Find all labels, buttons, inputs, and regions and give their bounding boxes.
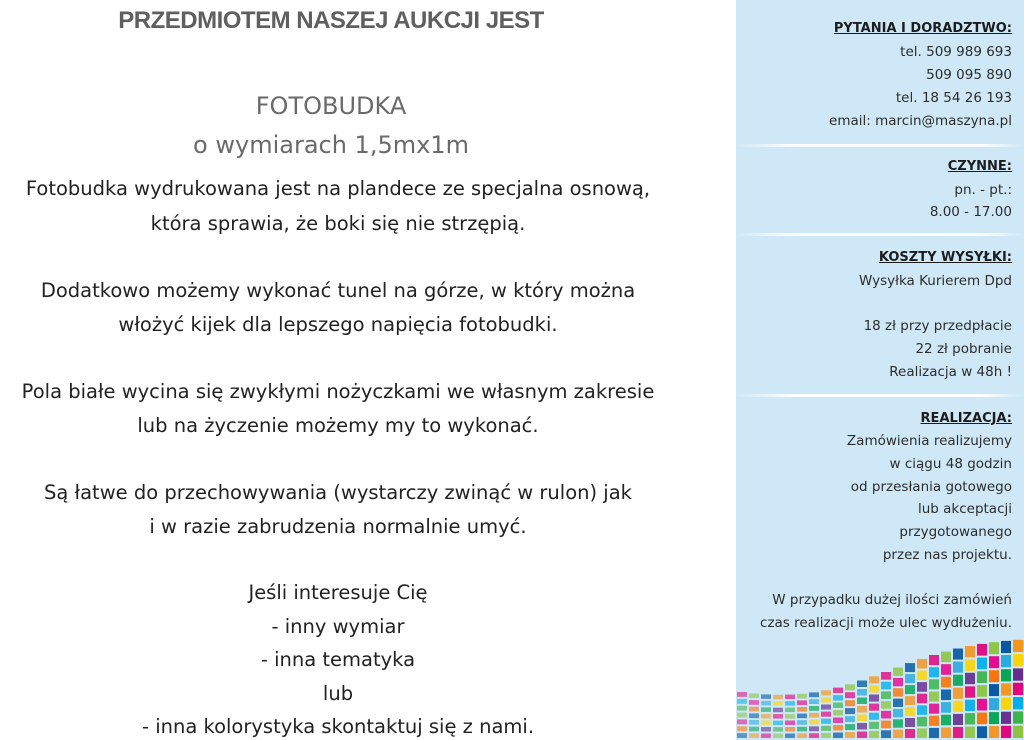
color-swatch [785, 714, 795, 719]
color-swatch [821, 712, 831, 717]
color-swatch [809, 726, 819, 731]
color-swatch [773, 734, 783, 739]
realization-line: lub akceptacji [917, 501, 1012, 517]
color-swatch [869, 704, 879, 711]
color-swatch [893, 719, 903, 727]
color-swatch [989, 726, 999, 738]
color-swatch [881, 730, 891, 738]
color-swatch [773, 714, 783, 719]
color-swatch [893, 688, 903, 696]
contact-heading: PYTANIA I DORADZTWO: [833, 21, 1012, 36]
color-swatch [737, 726, 747, 731]
color-swatch [881, 721, 891, 729]
color-swatch [917, 682, 927, 692]
color-swatch [809, 706, 819, 711]
color-swatch [893, 678, 903, 686]
color-swatch [833, 703, 843, 709]
color-swatch [869, 676, 879, 683]
color-swatch [737, 713, 747, 718]
color-swatch [749, 693, 759, 698]
description-line: Pola białe wycina się zwykłymi nożyczkami we własnym zakresie [21, 380, 655, 403]
color-swatch [749, 720, 759, 725]
color-swatch [989, 698, 999, 710]
color-swatch [737, 719, 747, 724]
color-swatch [905, 718, 915, 727]
color-swatch [761, 734, 771, 739]
color-swatch [893, 730, 903, 738]
color-swatch [749, 733, 759, 738]
realization-line: w ciągu 48 godzin [889, 456, 1012, 472]
color-swatch [869, 713, 879, 720]
color-swatch-mosaic [736, 630, 1024, 740]
color-swatch [845, 700, 855, 706]
color-swatch [881, 672, 891, 680]
color-swatch [773, 701, 783, 706]
color-swatch [845, 684, 855, 690]
color-swatch [809, 699, 819, 704]
color-swatch [761, 714, 771, 719]
color-swatch [833, 733, 843, 739]
color-swatch [881, 711, 891, 719]
color-swatch [749, 713, 759, 718]
color-swatch [953, 662, 963, 673]
color-swatch [929, 655, 939, 665]
hours-heading: CZYNNE: [947, 159, 1012, 174]
color-swatch [941, 652, 951, 663]
color-swatch [917, 728, 927, 738]
color-swatch [917, 694, 927, 704]
color-swatch [857, 723, 867, 730]
color-swatch [761, 701, 771, 706]
color-swatch [905, 696, 915, 705]
color-swatch [989, 656, 999, 668]
realization-line: Zamówienia realizujemy [846, 433, 1012, 449]
realization-line: przygotowanego [899, 524, 1012, 540]
color-swatch [833, 710, 843, 716]
color-swatch [1001, 712, 1011, 724]
color-swatch [845, 724, 855, 730]
description-line: włożyć kijek dla lepszego napięcia fotobudki. [118, 313, 558, 336]
section-divider [736, 394, 1024, 397]
color-swatch [1013, 711, 1023, 723]
color-swatch [917, 705, 927, 715]
color-swatch [989, 642, 999, 654]
color-swatch [869, 722, 879, 729]
shipping-lead-time: Realizacja w 48h ! [889, 364, 1012, 380]
color-swatch [1001, 726, 1011, 738]
color-swatch [869, 695, 879, 702]
description-line: lub [322, 682, 354, 705]
color-swatch [905, 663, 915, 672]
shipping-heading: KOSZTY WYSYŁKI: [878, 250, 1012, 265]
color-swatch [881, 691, 891, 699]
section-divider [736, 144, 1024, 147]
realization-line: przez nas projektu. [882, 547, 1012, 563]
color-swatch [1013, 697, 1023, 709]
color-swatch [953, 727, 963, 738]
color-swatch [989, 684, 999, 696]
color-swatch [857, 732, 867, 739]
color-swatch [893, 668, 903, 676]
color-swatch [1001, 698, 1011, 710]
color-swatch [857, 681, 867, 688]
info-sidebar [736, 0, 1024, 740]
color-swatch [929, 692, 939, 702]
color-swatch [857, 715, 867, 722]
description-line: - inna kolorystyka skontaktuj się z nami. [141, 715, 535, 738]
description-line: która sprawia, że boki się nie strzępią. [150, 212, 526, 235]
color-swatch [965, 713, 975, 724]
color-swatch [761, 707, 771, 712]
color-swatch [977, 671, 987, 683]
color-swatch [737, 706, 747, 711]
color-swatch [917, 717, 927, 727]
color-swatch [821, 690, 831, 695]
color-swatch [905, 729, 915, 738]
color-swatch [773, 727, 783, 732]
color-swatch [1001, 683, 1011, 695]
color-swatch [797, 694, 807, 699]
color-swatch [821, 726, 831, 731]
color-swatch [1013, 654, 1023, 666]
color-swatch [809, 733, 819, 738]
color-swatch [905, 685, 915, 694]
color-swatch [965, 686, 975, 697]
color-swatch [953, 701, 963, 712]
color-swatch [833, 688, 843, 694]
hours-days: pn. - pt.: [954, 182, 1012, 198]
color-swatch [737, 733, 747, 738]
shipping-cod: 22 zł pobranie [915, 341, 1012, 357]
color-swatch [977, 685, 987, 697]
color-swatch [977, 699, 987, 711]
contact-email: email: marcin@maszyna.pl [829, 113, 1012, 129]
color-swatch [881, 701, 891, 709]
auction-heading: PRZEDMIOTEM NASZEJ AUKCJI JEST [118, 7, 544, 34]
description-line: - inny wymiar [271, 615, 405, 638]
color-swatch [989, 670, 999, 682]
color-swatch [977, 658, 987, 670]
realization-heading: REALIZACJA: [920, 411, 1012, 426]
color-swatch [785, 727, 795, 732]
color-swatch [977, 713, 987, 725]
contact-phone: tel. 18 54 26 193 [895, 90, 1012, 106]
color-swatch [917, 659, 927, 669]
color-swatch [929, 728, 939, 738]
color-swatch [773, 721, 783, 726]
color-swatch [929, 716, 939, 726]
description-line: Są łatwe do przechowywania (wystarczy zwinąć w rulon) jak [44, 481, 632, 504]
color-swatch [953, 649, 963, 660]
color-swatch [821, 733, 831, 738]
color-swatch [809, 713, 819, 718]
color-swatch [797, 720, 807, 725]
color-swatch [1001, 669, 1011, 681]
color-swatch [869, 685, 879, 692]
description-line: Fotobudka wydrukowana jest na plandece ze specjalna osnową, [25, 177, 651, 200]
color-swatch [809, 692, 819, 697]
color-swatch [773, 708, 783, 713]
color-swatch [845, 716, 855, 722]
color-swatch [749, 707, 759, 712]
contact-phone: 509 095 890 [926, 67, 1012, 83]
color-swatch [941, 702, 951, 713]
color-swatch [833, 725, 843, 731]
color-swatch [785, 708, 795, 713]
description-line: Dodatkowo możemy wykonać tunel na górze, w który można [40, 279, 636, 302]
color-swatch [941, 715, 951, 726]
description-line: i w razie zabrudzenia normalnie umyć. [149, 515, 527, 538]
color-swatch [821, 697, 831, 702]
color-swatch [929, 667, 939, 677]
color-swatch [821, 719, 831, 724]
color-swatch [761, 694, 771, 699]
color-swatch [833, 718, 843, 724]
color-swatch [977, 726, 987, 738]
color-swatch [749, 727, 759, 732]
color-swatch [749, 700, 759, 705]
color-swatch [857, 698, 867, 705]
color-swatch [761, 720, 771, 725]
color-swatch [905, 674, 915, 683]
color-swatch [821, 705, 831, 710]
color-swatch [953, 675, 963, 686]
color-swatch [797, 714, 807, 719]
color-swatch [953, 714, 963, 725]
color-swatch [1013, 683, 1023, 695]
color-swatch [869, 731, 879, 738]
color-swatch [941, 727, 951, 738]
color-swatch [797, 707, 807, 712]
color-swatch [893, 709, 903, 717]
color-swatch [773, 695, 783, 700]
color-swatch [965, 659, 975, 670]
product-name: FOTOBUDKA [255, 92, 407, 120]
color-swatch [881, 682, 891, 690]
color-swatch [941, 690, 951, 701]
color-swatch [1013, 726, 1023, 738]
color-swatch [965, 700, 975, 711]
contact-phone: tel. 509 989 693 [900, 44, 1012, 60]
color-swatch [941, 677, 951, 688]
color-swatch [785, 701, 795, 706]
color-swatch [797, 700, 807, 705]
color-swatch [785, 695, 795, 700]
color-swatch [965, 673, 975, 684]
color-swatch [965, 646, 975, 657]
color-swatch [761, 727, 771, 732]
realization-line: od przesłania gotowego [850, 479, 1012, 495]
color-swatch [845, 708, 855, 714]
color-swatch [1001, 655, 1011, 667]
color-swatch [809, 720, 819, 725]
color-swatch [857, 689, 867, 696]
description-line: Jeśli interesuje Cię [248, 581, 428, 604]
description-line: - inna tematyka [260, 648, 416, 671]
shipping-courier: Wysyłka Kurierem Dpd [859, 273, 1012, 289]
color-swatch [845, 732, 855, 738]
hours-time: 8.00 - 17.00 [929, 204, 1012, 220]
shipping-prepaid: 18 zł przy przedpłacie [863, 318, 1012, 334]
product-size: o wymiarach 1,5mx1m [193, 131, 469, 159]
color-swatch [833, 695, 843, 701]
color-swatch [893, 699, 903, 707]
color-swatch [737, 692, 747, 697]
color-swatch [929, 704, 939, 714]
color-swatch [737, 699, 747, 704]
color-swatch [797, 733, 807, 738]
color-swatch [785, 734, 795, 739]
color-swatch [1013, 640, 1023, 652]
color-swatch [905, 707, 915, 716]
color-swatch [965, 727, 975, 738]
section-divider [736, 233, 1024, 236]
color-swatch [917, 671, 927, 681]
color-swatch [857, 706, 867, 713]
color-swatch [977, 644, 987, 656]
color-swatch [953, 688, 963, 699]
color-swatch [989, 712, 999, 724]
color-swatch [941, 664, 951, 675]
color-swatch [1013, 668, 1023, 680]
color-swatch [785, 721, 795, 726]
color-swatch [1001, 641, 1011, 653]
color-swatch [797, 727, 807, 732]
volume-note: czas realizacji może ulec wydłużeniu. [760, 615, 1012, 631]
color-swatch [929, 679, 939, 689]
color-swatch [845, 692, 855, 698]
description-line: lub na życzenie możemy my to wykonać. [137, 414, 539, 437]
volume-note: W przypadku dużej ilości zamówień [772, 592, 1012, 608]
